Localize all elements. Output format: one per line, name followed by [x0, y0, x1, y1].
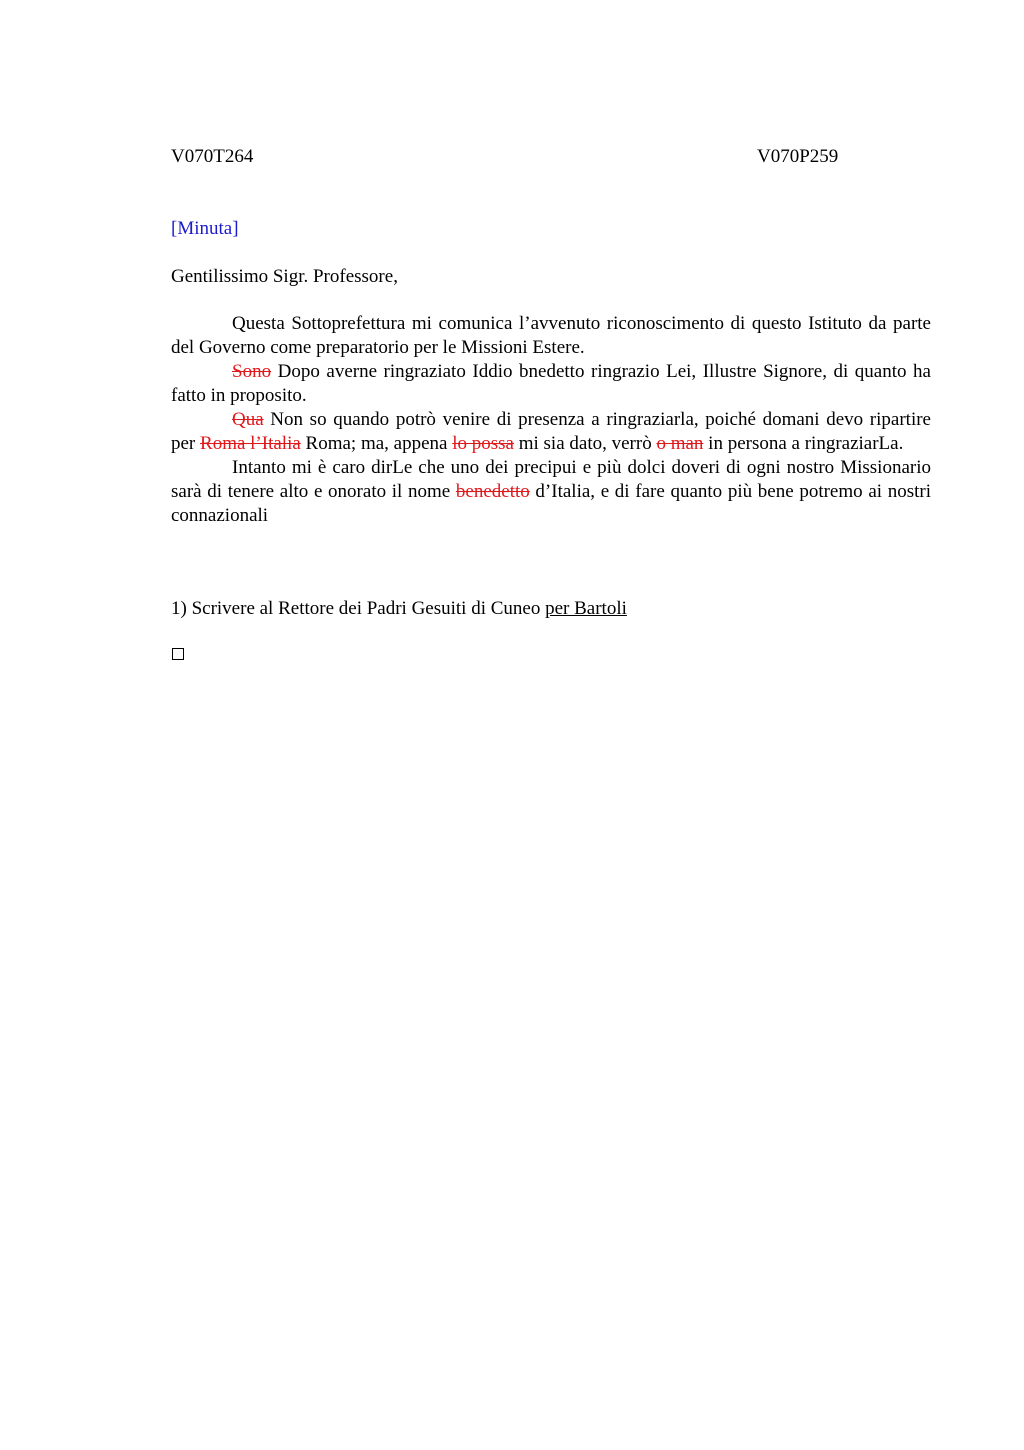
- deleted-word: Qua: [232, 409, 264, 430]
- paragraph-3-text: Non so quando potrò venire di presenza a ringraziarla, poiché domani devo ripartire per: [171, 409, 931, 454]
- salutation: Gentilissimo Sigr. Professore,: [171, 266, 398, 287]
- deleted-word: benedetto: [455, 481, 530, 502]
- paragraph-2-text: Dopo averne ringraziato Iddio bnedetto ringrazio Lei, Illustre Signore, di quanto ha fatto in proposito.: [171, 361, 931, 406]
- paragraph-4-text: Intanto mi è caro dirLe che uno dei precipui e più dolci doveri di ogni nostro Missionario sarà di tenere alto e onorato il nome: [171, 457, 931, 502]
- document-header: [171, 145, 931, 171]
- deleted-word: o man: [656, 433, 704, 454]
- document-page: [171, 145, 931, 619]
- paragraph-1-text: Questa Sottoprefettura mi comunica l’avvenuto riconoscimento di questo Istituto da parte del Governo come preparatorio per le Missioni Estere.: [171, 313, 931, 358]
- paragraph-3: [171, 408, 931, 456]
- deleted-word: lo possa: [452, 433, 514, 454]
- paragraph-3-text: mi sia dato, verrò: [513, 433, 657, 454]
- footnote-text: 1) Scrivere al Rettore dei Padri Gesuiti di Cuneo: [171, 598, 546, 619]
- footnote: [171, 597, 627, 621]
- deleted-word: Sono: [232, 361, 272, 382]
- paragraph-3-text: in persona a ringraziarLa.: [703, 433, 904, 454]
- paragraph-3-text: Roma; ma, appena: [300, 433, 453, 454]
- empty-square-icon: [172, 648, 184, 660]
- footnote-underlined: per Bartoli: [545, 598, 627, 619]
- paragraph-2: [171, 360, 931, 408]
- letter-body: [171, 312, 931, 528]
- paragraph-1: [171, 312, 931, 360]
- document-code-right: V070P259: [757, 146, 839, 167]
- deleted-word: Roma l’Italia: [200, 433, 301, 454]
- paragraph-4-text: d’Italia, e di fare quanto più bene potremo ai nostri connazionali: [171, 481, 931, 526]
- minuta-label: [Minuta]: [171, 218, 239, 239]
- document-code-left: V070T264: [171, 146, 254, 167]
- paragraph-4: [171, 456, 931, 528]
